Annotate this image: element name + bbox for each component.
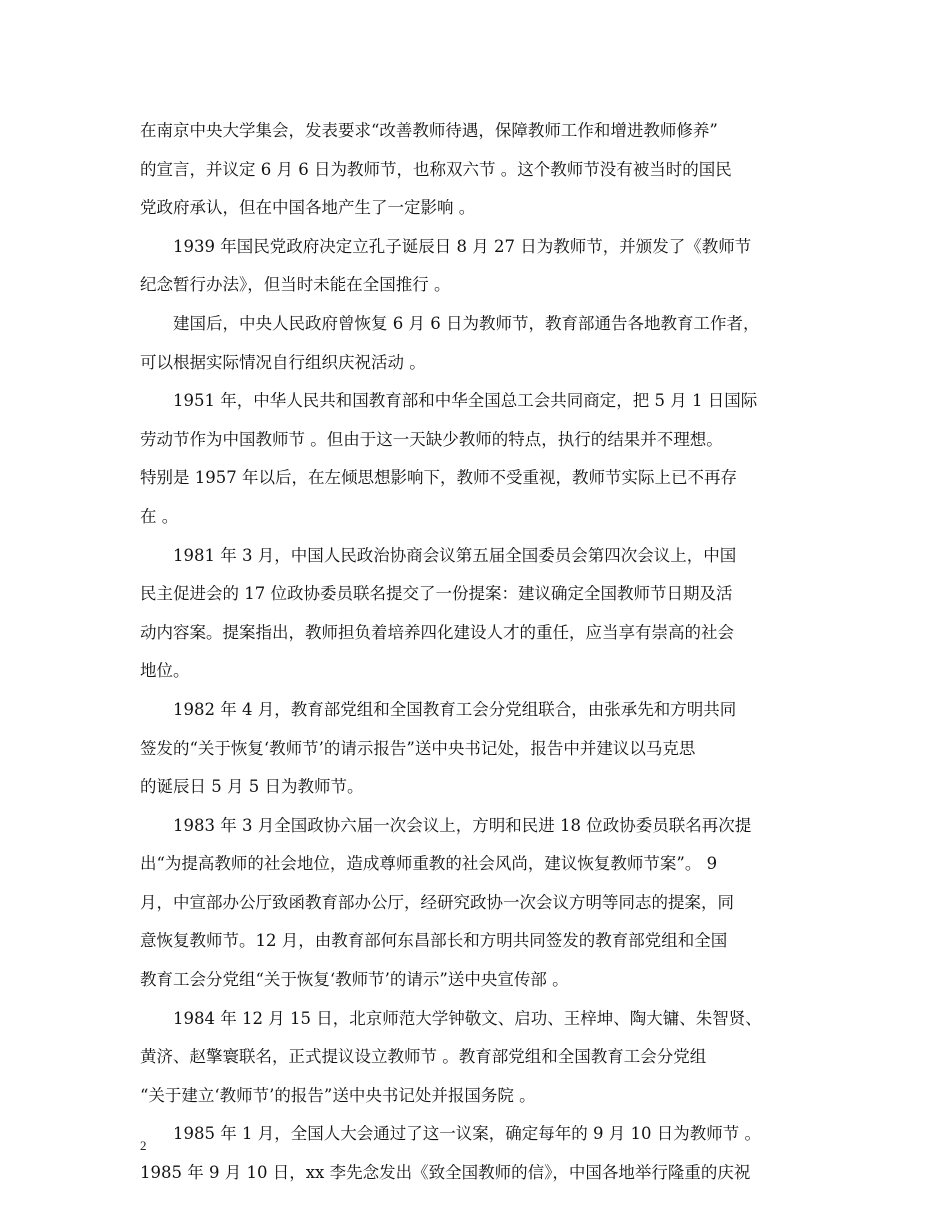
text-line: 教育工会分党组“关于恢复‘教师节’的请示”送中央宣传部 。	[140, 970, 569, 990]
text-line: 地位。	[140, 661, 190, 681]
text-line: 民主促进会的 17 位政协委员联名提交了一份提案：建议确定全国教师节日期及活	[140, 584, 733, 604]
text-line: 的诞辰日 5 月 5 日为教师节。	[140, 777, 364, 797]
text-line: 在 。	[140, 506, 179, 526]
text-line: 的宣言，并议定 6 月 6 日为教师节，也称双六节 。这个教师节没有被当时的国民	[140, 159, 732, 179]
text-line: 在南京中央大学集会，发表要求“改善教师待遇，保障教师工作和增进教师修养”	[140, 121, 718, 140]
page-number: 2	[140, 1138, 147, 1153]
text-line: 1982 年 4 月，教育部党组和全国教育工会分党组联合，由张承先和方明共同	[173, 699, 737, 719]
text-line: 特别是 1957 年以后，在左倾思想影响下，教师不受重视，教师节实际上已不再存	[140, 468, 737, 488]
text-line: 意恢复教师节。12 月，由教育部何东昌部长和方明共同签发的教育部党组和全国	[140, 931, 728, 951]
text-line: 出“为提高教师的社会地位，造成尊师重教的社会风尚，建议恢复教师节案”。 9	[140, 854, 718, 874]
text-line: 1985 年 1 月，全国人大会通过了这一议案，确定每年的 9 月 10 日为教师节 。	[173, 1124, 761, 1144]
text-line: 纪念暂行办法》，但当时未能在全国推行 。	[140, 275, 451, 295]
text-line: 1984 年 12 月 15 日，北京师范大学钟敬文、启功、王梓坤、陶大镛、朱智贤、	[173, 1008, 762, 1028]
body-text	[140, 112, 840, 1193]
text-line: 月，中宣部办公厅致函教育部办公厅，经研究政协一次会议方明等同志的提案，同	[140, 892, 734, 912]
text-line: 可以根据实际情况自行组织庆祝活动 。	[140, 352, 426, 372]
text-line: 1985 年 9 月 10 日，xx 李先念发出《致全国教师的信》，中国各地举行隆重的庆祝	[140, 1163, 751, 1183]
text-line: “关于建立‘教师节’的报告”送中央书记处并报国务院 。	[140, 1085, 536, 1105]
text-line: 黄济、赵擎寰联名，正式提议设立教师节 。教育部党组和全国教育工会分党组	[140, 1047, 707, 1067]
text-line: 劳动节作为中国教师节 。但由于这一天缺少教师的特点，执行的结果并不理想。	[140, 429, 723, 449]
text-line: 1951 年，中华人民共和国教育部和中华全国总工会共同商定，把 5 月 1 日国际	[173, 391, 758, 411]
text-line: 建国后，中央人民政府曾恢复 6 月 6 日为教师节，教育部通告各地教育工作者，	[173, 313, 760, 333]
text-line: 1983 年 3 月全国政协六届一次会议上，方明和民进 18 位政协委员联名再次提	[173, 815, 752, 835]
text-line: 1939 年国民党政府决定立孔子诞辰日 8 月 27 日为教师节，并颁发了《教师节	[173, 236, 752, 256]
text-line: 动内容案。提案指出，教师担负着培养四化建设人才的重任，应当享有崇高的社会	[140, 622, 734, 642]
text-line: 党政府承认，但在中国各地产生了一定影响 。	[140, 198, 476, 218]
text-line: 签发的“关于恢复‘教师节’的请示报告”送中央书记处，报告中并建议以马克思	[140, 738, 696, 758]
text-line: 1981 年 3 月，中国人民政治协商会议第五届全国委员会第四次会议上，中国	[173, 545, 737, 565]
